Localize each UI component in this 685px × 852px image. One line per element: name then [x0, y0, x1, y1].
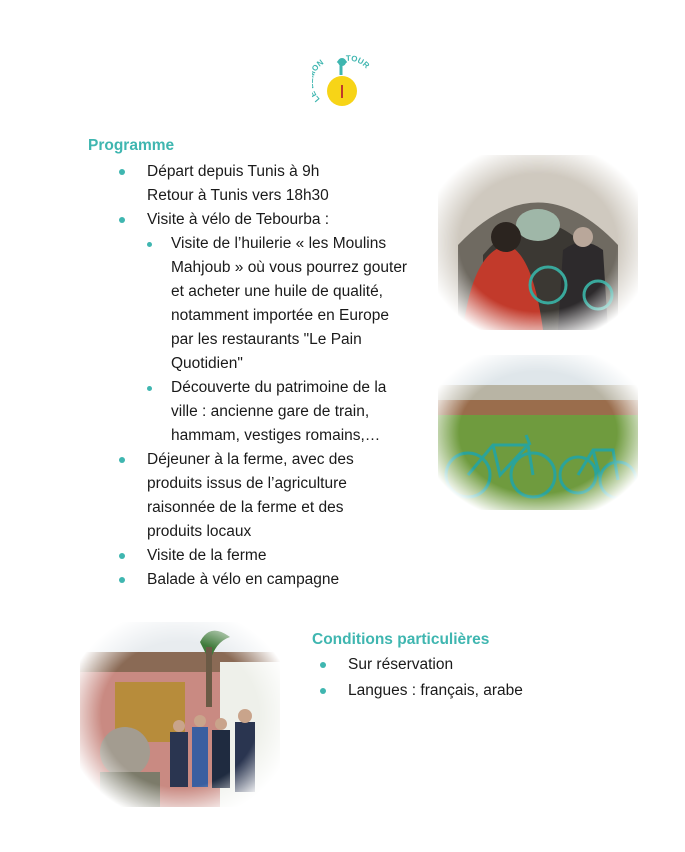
- list-item-text: Visite de la ferme: [147, 547, 267, 564]
- bicycles-photo: [438, 355, 638, 510]
- list-item: Langues : français, arabe: [348, 679, 608, 703]
- svg-text:TOUR: TOUR: [345, 53, 372, 71]
- svg-text:LE LEMON: L N: [312, 57, 326, 104]
- conditions-heading: Conditions particulières: [312, 631, 490, 648]
- list-item: [147, 160, 422, 208]
- return-line: Retour à Tunis vers 18h30: [147, 187, 329, 204]
- list-item: [147, 448, 377, 544]
- programme-list: [147, 160, 422, 592]
- list-item-text: Déjeuner à la ferme, avec des produits issus de l’agriculture raisonnée de la ferme et des produits locaux: [147, 451, 354, 540]
- sub-list: [171, 232, 414, 448]
- list-item: Sur réservation: [348, 653, 608, 677]
- sub-list-item: Découverte du patrimoine de la ville : ancienne gare de train, hammam, vestiges romains,…: [171, 376, 414, 448]
- lemon-tour-logo: [312, 53, 372, 118]
- list-item: [147, 208, 422, 448]
- tunnel-photo: [438, 155, 638, 330]
- farm-photo: [80, 622, 280, 807]
- departure-line: Départ depuis Tunis à 9h: [147, 163, 320, 180]
- list-item: [147, 544, 422, 568]
- conditions-list: [348, 653, 608, 703]
- list-item: [147, 568, 422, 592]
- list-item-text: Balade à vélo en campagne: [147, 571, 340, 588]
- list-item-text: Visite à vélo de Tebourba :: [147, 211, 330, 228]
- sub-list-item: Visite de l’huilerie « les Moulins Mahjoub » où vous pourrez gouter et acheter une huile de qualité, notamment importée en Europe par les restaurants "Le Pain Quotidien": [171, 232, 414, 376]
- programme-heading: Programme: [88, 137, 175, 154]
